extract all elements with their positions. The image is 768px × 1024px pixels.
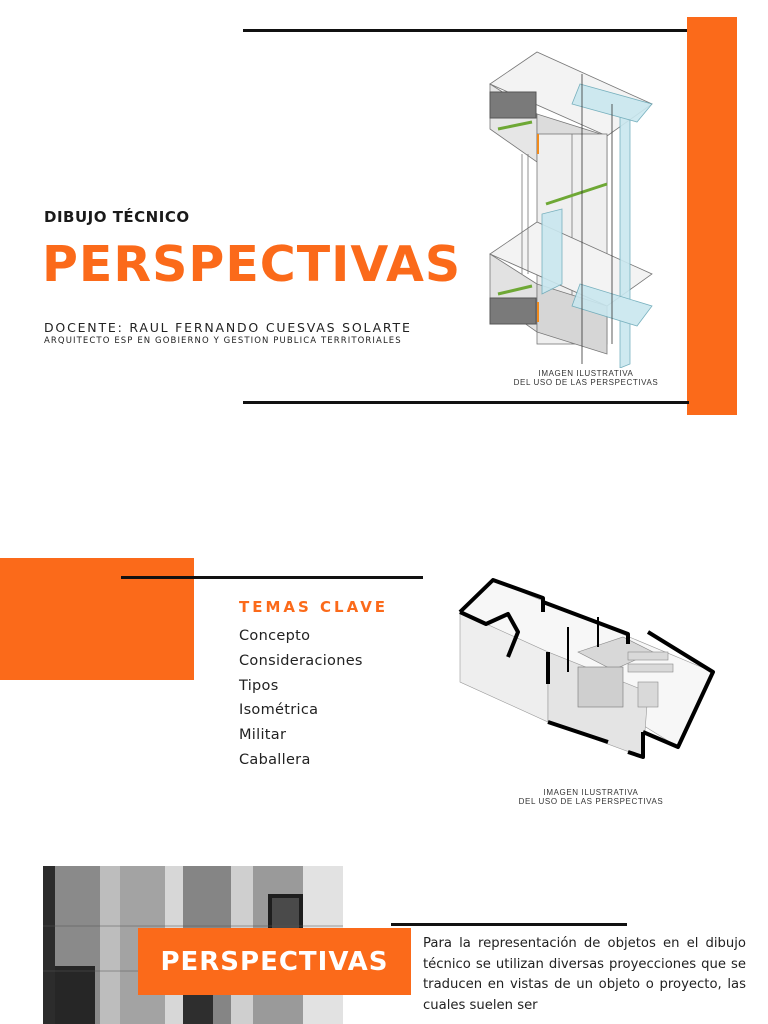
figure2-caption-line2: DEL USO DE LAS PERSPECTIVAS: [518, 797, 664, 806]
topic-item: Isométrica: [239, 702, 319, 718]
topics-heading: TEMAS CLAVE: [239, 598, 389, 616]
header-bottom-rule: [243, 401, 689, 404]
top-rule: [243, 29, 689, 32]
accent-bar-right: [687, 17, 737, 415]
intro-paragraph: Para la representación de objetos en el dibujo técnico se utilizan diversas proyecciones que se traducen en vistas de un objeto o proyecto, las cuales suelen ser: [423, 936, 746, 1013]
section-rule: [391, 923, 627, 926]
topic-item: Tipos: [239, 678, 279, 694]
topic-item: Caballera: [239, 752, 311, 768]
figure1-caption-line2: DEL USO DE LAS PERSPECTIVAS: [513, 378, 659, 387]
teacher-role: ARQUITECTO ESP EN GOBIERNO Y GESTION PUBLICA TERRITORIALES: [44, 336, 402, 346]
figure2-caption: [491, 788, 691, 806]
axonometric-plan-illustration: [448, 572, 722, 762]
topics-rule: [121, 576, 423, 579]
page-title: PERSPECTIVAS: [42, 236, 462, 293]
teacher-name: DOCENTE: RAUL FERNANDO CUESVAS SOLARTE: [44, 320, 412, 335]
subject-label: DIBUJO TÉCNICO: [44, 208, 190, 226]
figure2-caption-line1: IMAGEN ILUSTRATIVA: [543, 788, 639, 797]
topic-item: Militar: [239, 727, 287, 743]
figure1-caption: [486, 369, 686, 387]
section-label: PERSPECTIVAS: [138, 928, 411, 995]
topic-item: Concepto: [239, 628, 311, 644]
architectural-section-illustration: [462, 44, 674, 368]
figure1-caption-line1: IMAGEN ILUSTRATIVA: [538, 369, 634, 378]
topic-item: Consideraciones: [239, 653, 363, 669]
